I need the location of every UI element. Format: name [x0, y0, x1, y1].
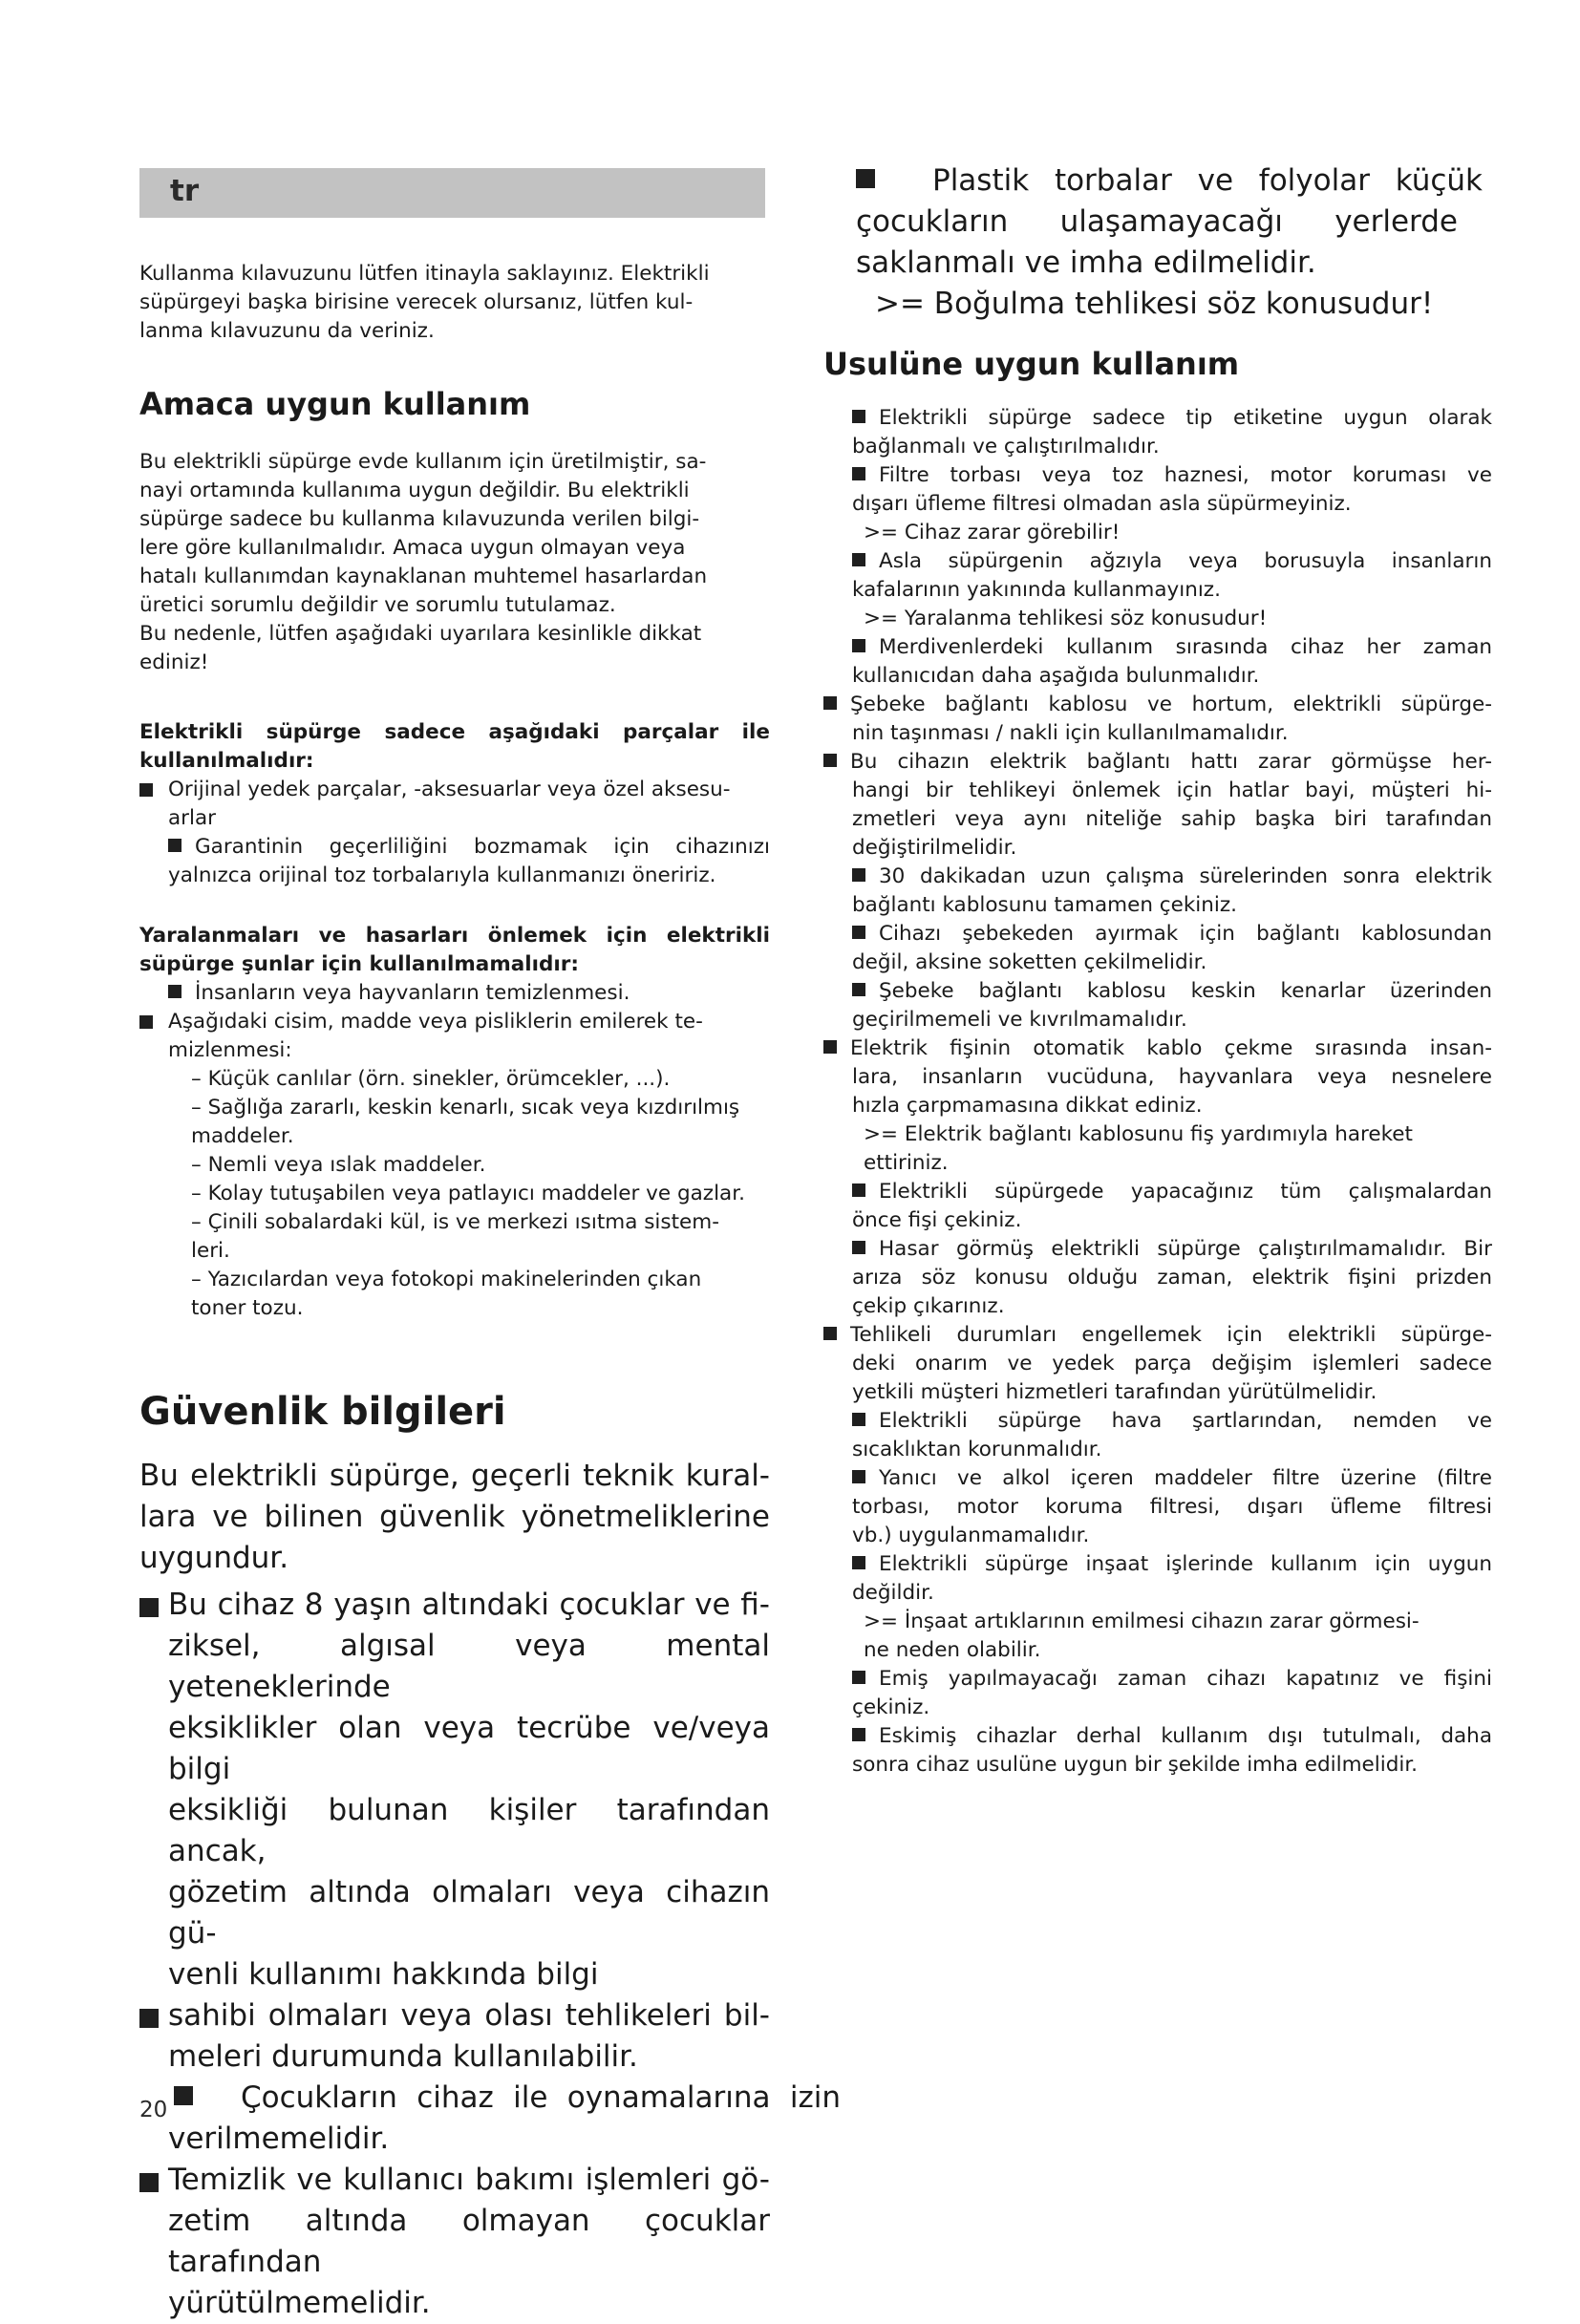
list-text: Bu cihazın elektrik bağlantı hattı zarar görmüşse her- — [850, 750, 1492, 774]
list-item — [823, 1034, 1492, 1120]
list-item: sahibi olmaları veya olası tehlikeleri bil- — [139, 1995, 770, 2036]
list-text: Elektrikli süpürgede yapacağınız tüm çalışmalardan — [879, 1180, 1492, 1204]
list-text: Merdivenlerdeki kullanım sırasında cihaz her zaman — [879, 635, 1492, 659]
bullet-square — [852, 1413, 865, 1426]
list-text: 30 dakikadan uzun çalışma sürelerinden sonra elektrik — [879, 864, 1492, 888]
warning-note — [823, 1608, 1492, 1665]
list-line — [823, 920, 1492, 949]
list-line: >= Elektrik bağlantı kablosunu fiş yardımıyla hareket — [864, 1122, 1413, 1146]
list-text: Tehlikeli durumları engellemek için elektrikli süpürge- — [850, 1323, 1492, 1347]
safety-heading: Güvenlik bilgileri — [139, 1390, 506, 1434]
list-line: çekip çıkarınız. — [852, 1294, 1005, 1318]
list-line: kullanıcıdan daha aşağıda bulunmalıdır. — [852, 664, 1260, 688]
bullet-square — [823, 1327, 837, 1340]
list-line: torbası, motor koruma filtresi, dışarı üfleme filtresi — [852, 1495, 1492, 1519]
list-line — [823, 691, 1492, 719]
list-line: nin taşınması / nakli için kullanılmamalıdır. — [852, 721, 1289, 745]
list-text: Eskimiş cihazlar derhal kullanım dışı tutulmalı, daha — [879, 1724, 1492, 1748]
list-line — [823, 1178, 1492, 1206]
list-line — [823, 1722, 1492, 1751]
list-item — [823, 1321, 1492, 1407]
bullet-square — [823, 754, 837, 767]
list-item — [823, 1178, 1492, 1235]
list-line: sıcaklıktan korunmalıdır. — [852, 1438, 1102, 1461]
list-text: Cihazı şebekeden ayırmak için bağlantı kablosundan — [879, 922, 1492, 946]
list-item — [823, 1722, 1492, 1780]
list-line: >= Yaralanma tehlikesi söz konusudur! — [864, 607, 1268, 630]
list-line: değil, aksine soketten çekilmelidir. — [852, 950, 1207, 974]
list-item: Orijinal yedek parçalar, -aksesuarlar veya özel aksesu- — [139, 776, 770, 804]
page-number: 20 — [139, 2098, 168, 2122]
safety-section: Bu elektrikli süpürge, geçerli teknik kural- lara ve bilinen güvenlik yönetmeliklerine uygundur. Bu cihaz 8 yaşın altındaki çocuklar ve fi- ziksel, algısal veya mental yeteneklerinde eksiklikler olan veya tecrübe ve/veya bilgi eksikliği bulunan kişiler tarafından ancak, gözetim altında olmaları veya cihazın gü- venli kullanımı hakkında bilgi sahibi olmaları veya olası tehlikeleri bil- meleri durumunda kullanılabilir. Çocukların cihaz ile oynamalarına izin verilmemelidir. Temizlik ve kullanıcı bakımı işlemleri gö- zetim altında olmayan çocuklar tarafından yürütülmemelidir. — [139, 1459, 841, 2320]
list-line: çekiniz. — [852, 1695, 930, 1719]
list-item — [823, 547, 1492, 605]
bullet-square — [852, 1671, 865, 1684]
list-line: dışarı üfleme filtresi olmadan asla süpürmeyiniz. — [852, 492, 1352, 516]
list-line: zmetleri veya aynı niteliğe sahip başka biri tarafından — [852, 807, 1492, 831]
list-line — [823, 633, 1492, 662]
list-line: lara, insanların vucüduna, hayvanlara veya nesnelere — [852, 1065, 1492, 1089]
language-tab — [139, 168, 765, 218]
bullet-square — [852, 553, 865, 566]
list-item — [823, 863, 1492, 920]
list-item — [823, 748, 1492, 863]
language-code: tr — [170, 174, 200, 208]
intro-paragraph: Kullanma kılavuzunu lütfen itinayla saklayınız. Elektrikli süpürgeyi başka birisine verecek olursanız, lütfen kul- lanma kılavuzunu da veriniz. — [139, 262, 710, 343]
bullet-square — [852, 1241, 865, 1254]
list-line: kafalarının yakınında kullanmayınız. — [852, 578, 1221, 602]
list-line — [823, 461, 1492, 490]
list-text: Emiş yapılmayacağı zaman cihazı kapatınız ve fişini — [879, 1667, 1492, 1691]
usulune-heading: Usulüne uygun kullanım — [823, 346, 1240, 382]
plastic-bags-warning: Plastik torbalar ve folyolar küçük çocukların ulaşamayacağı yerlerde saklanmalı ve imha edilmelidir. >= Boğulma tehlikesi söz konusudur! — [856, 160, 1483, 325]
list-item: İnsanların veya hayvanların temizlenmesi. — [139, 979, 770, 1008]
list-item: Plastik torbalar ve folyolar küçük — [856, 160, 1483, 202]
list-text: Elektrikli süpürge sadece tip etiketine uygun olarak — [879, 406, 1492, 430]
list-line: deki onarım ve yedek parça değişim işlemleri sadece — [852, 1352, 1492, 1375]
list-line — [823, 1235, 1492, 1264]
bullet-square — [852, 639, 865, 652]
list-line — [823, 748, 1492, 777]
list-item: Çocukların cihaz ile oynamalarına izin — [139, 2078, 841, 2119]
list-line: vb.) uygulanmamalıdır. — [852, 1524, 1090, 1547]
list-line: >= İnşaat artıklarının emilmesi cihazın zarar görmesi- — [864, 1610, 1420, 1633]
list-line — [823, 404, 1492, 433]
list-line: değildir. — [852, 1581, 934, 1605]
list-line — [823, 1407, 1492, 1436]
bullet-square — [852, 1183, 865, 1197]
list-item: Bu cihaz 8 yaşın altındaki çocuklar ve fi- — [139, 1585, 770, 1626]
list-line — [823, 863, 1492, 891]
list-line: yetkili müşteri hizmetleri tarafından yürütülmelidir. — [852, 1380, 1377, 1404]
bullet-square — [852, 1470, 865, 1483]
list-item — [823, 1464, 1492, 1550]
bullet-square — [852, 868, 865, 882]
list-item — [823, 633, 1492, 691]
list-line: bağlanmalı ve çalıştırılmalıdır. — [852, 435, 1160, 458]
warning-note — [823, 605, 1492, 633]
usulune-list — [823, 404, 1492, 1780]
list-item — [823, 977, 1492, 1034]
bullet-square — [852, 926, 865, 939]
list-text: Asla süpürgenin ağzıyla veya borusuyla insanların — [879, 549, 1492, 573]
list-item: Aşağıdaki cisim, madde veya pisliklerin emilerek te- — [139, 1008, 770, 1036]
list-line: arıza söz konusu olduğu zaman, elektrik fişini prizden — [852, 1266, 1492, 1290]
parts-section: Elektrikli süpürge sadece aşağıdaki parçalar ile kullanılmalıdır: Orijinal yedek parçalar, -aksesuarlar veya özel aksesu- arlar Garantinin geçerliliğini bozmamak için cihazınızı yalnızca orijinal toz torbalarıyla kullanmanızı öneririz. — [139, 720, 770, 887]
list-text: Elektrik fişinin otomatik kablo çekme sırasında insan- — [850, 1036, 1492, 1060]
list-item — [823, 461, 1492, 519]
list-line: geçirilmemeli ve kıvrılmamalıdır. — [852, 1008, 1187, 1032]
list-line: ettiriniz. — [864, 1151, 949, 1175]
list-item — [823, 920, 1492, 977]
list-item: Garantinin geçerliliğini bozmamak için cihazınızı — [139, 833, 770, 862]
amaca-heading: Amaca uygun kullanım — [139, 386, 531, 422]
bullet-square — [823, 1040, 837, 1054]
list-item — [823, 1407, 1492, 1464]
list-line — [823, 1034, 1492, 1063]
list-line — [823, 1665, 1492, 1694]
list-line — [823, 1464, 1492, 1493]
warning-note — [823, 1120, 1492, 1178]
list-item — [823, 1665, 1492, 1722]
bullet-square — [852, 467, 865, 480]
list-item — [823, 1550, 1492, 1608]
bullet-square — [852, 1556, 865, 1569]
list-line: hızla çarpmamasına dikkat ediniz. — [852, 1094, 1203, 1118]
list-line: hangi bir tehlikeyi önlemek için hatlar bayi, müşteri hi- — [852, 778, 1492, 802]
list-text: Elektrikli süpürge hava şartlarından, nemden ve — [879, 1409, 1492, 1433]
list-text: Filtre torbası veya toz haznesi, motor koruması ve — [879, 463, 1492, 487]
list-line: değiştirilmelidir. — [852, 836, 1017, 860]
list-item — [823, 1235, 1492, 1321]
list-line — [823, 1550, 1492, 1579]
list-line — [823, 977, 1492, 1006]
list-text: Hasar görmüş elektrikli süpürge çalıştırılmamalıdır. Bir — [879, 1237, 1492, 1261]
list-text: Şebeke bağlantı kablosu keskin kenarlar üzerinden — [879, 979, 1492, 1003]
list-line: ne neden olabilir. — [864, 1638, 1041, 1662]
bullet-square — [852, 983, 865, 996]
bullet-square — [823, 696, 837, 710]
list-line: >= Cihaz zarar görebilir! — [864, 521, 1121, 544]
list-text: Yanıcı ve alkol içeren maddeler filtre üzerine (filtre — [879, 1466, 1492, 1490]
list-item — [823, 404, 1492, 461]
list-line: bağlantı kablosunu tamamen çekiniz. — [852, 893, 1237, 917]
list-line — [823, 1321, 1492, 1350]
bullet-square — [852, 410, 865, 423]
list-item — [823, 691, 1492, 748]
list-line — [823, 547, 1492, 576]
list-text: Şebeke bağlantı kablosu ve hortum, elektrikli süpürge- — [850, 693, 1492, 716]
warning-note — [823, 519, 1492, 547]
amaca-paragraph: Bu elektrikli süpürge evde kullanım için üretilmiştir, sa- nayi ortamında kullanıma uygun değildir. Bu elektrikli süpürge sadece bu kullanma kılavuzunda verilen bilgi- lere göre kullanılmalıdır. Amaca uygun olmayan veya hatalı kullanımdan kaynaklanan muhtemel hasarlardan üretici sorumlu değildir ve sorumlu tutulamaz. Bu nedenle, lütfen aşağıdaki uyarılara kesinlikle dikkat ediniz! — [139, 450, 708, 674]
injury-section: Yaralanmaları ve hasarları önlemek için elektrikli süpürge şunlar için kullanılmamalıdır: İnsanların veya hayvanların temizlenmesi. Aşağıdaki cisim, madde veya pisliklerin emilerek te- mizlenmesi: – Küçük canlılar (örn. sinekler, örümcekler, ...). – Sağlığa zararlı, keskin kenarlı, sıcak veya kızdırılmış maddeler. – Nemli veya ıslak maddeler. – Kolay tutuşabilen veya patlayıcı maddeler ve gazlar. – Çinili sobalardaki kül, is ve merkezi ısıtma sistem- leri. – Yazıcılardan veya fotokopi makinelerinden çıkan toner tozu. — [139, 924, 770, 1320]
list-line: sonra cihaz usulüne uygun bir şekilde imha edilmelidir. — [852, 1753, 1419, 1777]
list-text: Elektrikli süpürge inşaat işlerinde kullanım için uygun — [879, 1552, 1492, 1576]
list-item: Temizlik ve kullanıcı bakımı işlemleri gö- — [139, 2160, 770, 2201]
list-line: önce fişi çekiniz. — [852, 1208, 1022, 1232]
bullet-square — [852, 1728, 865, 1741]
